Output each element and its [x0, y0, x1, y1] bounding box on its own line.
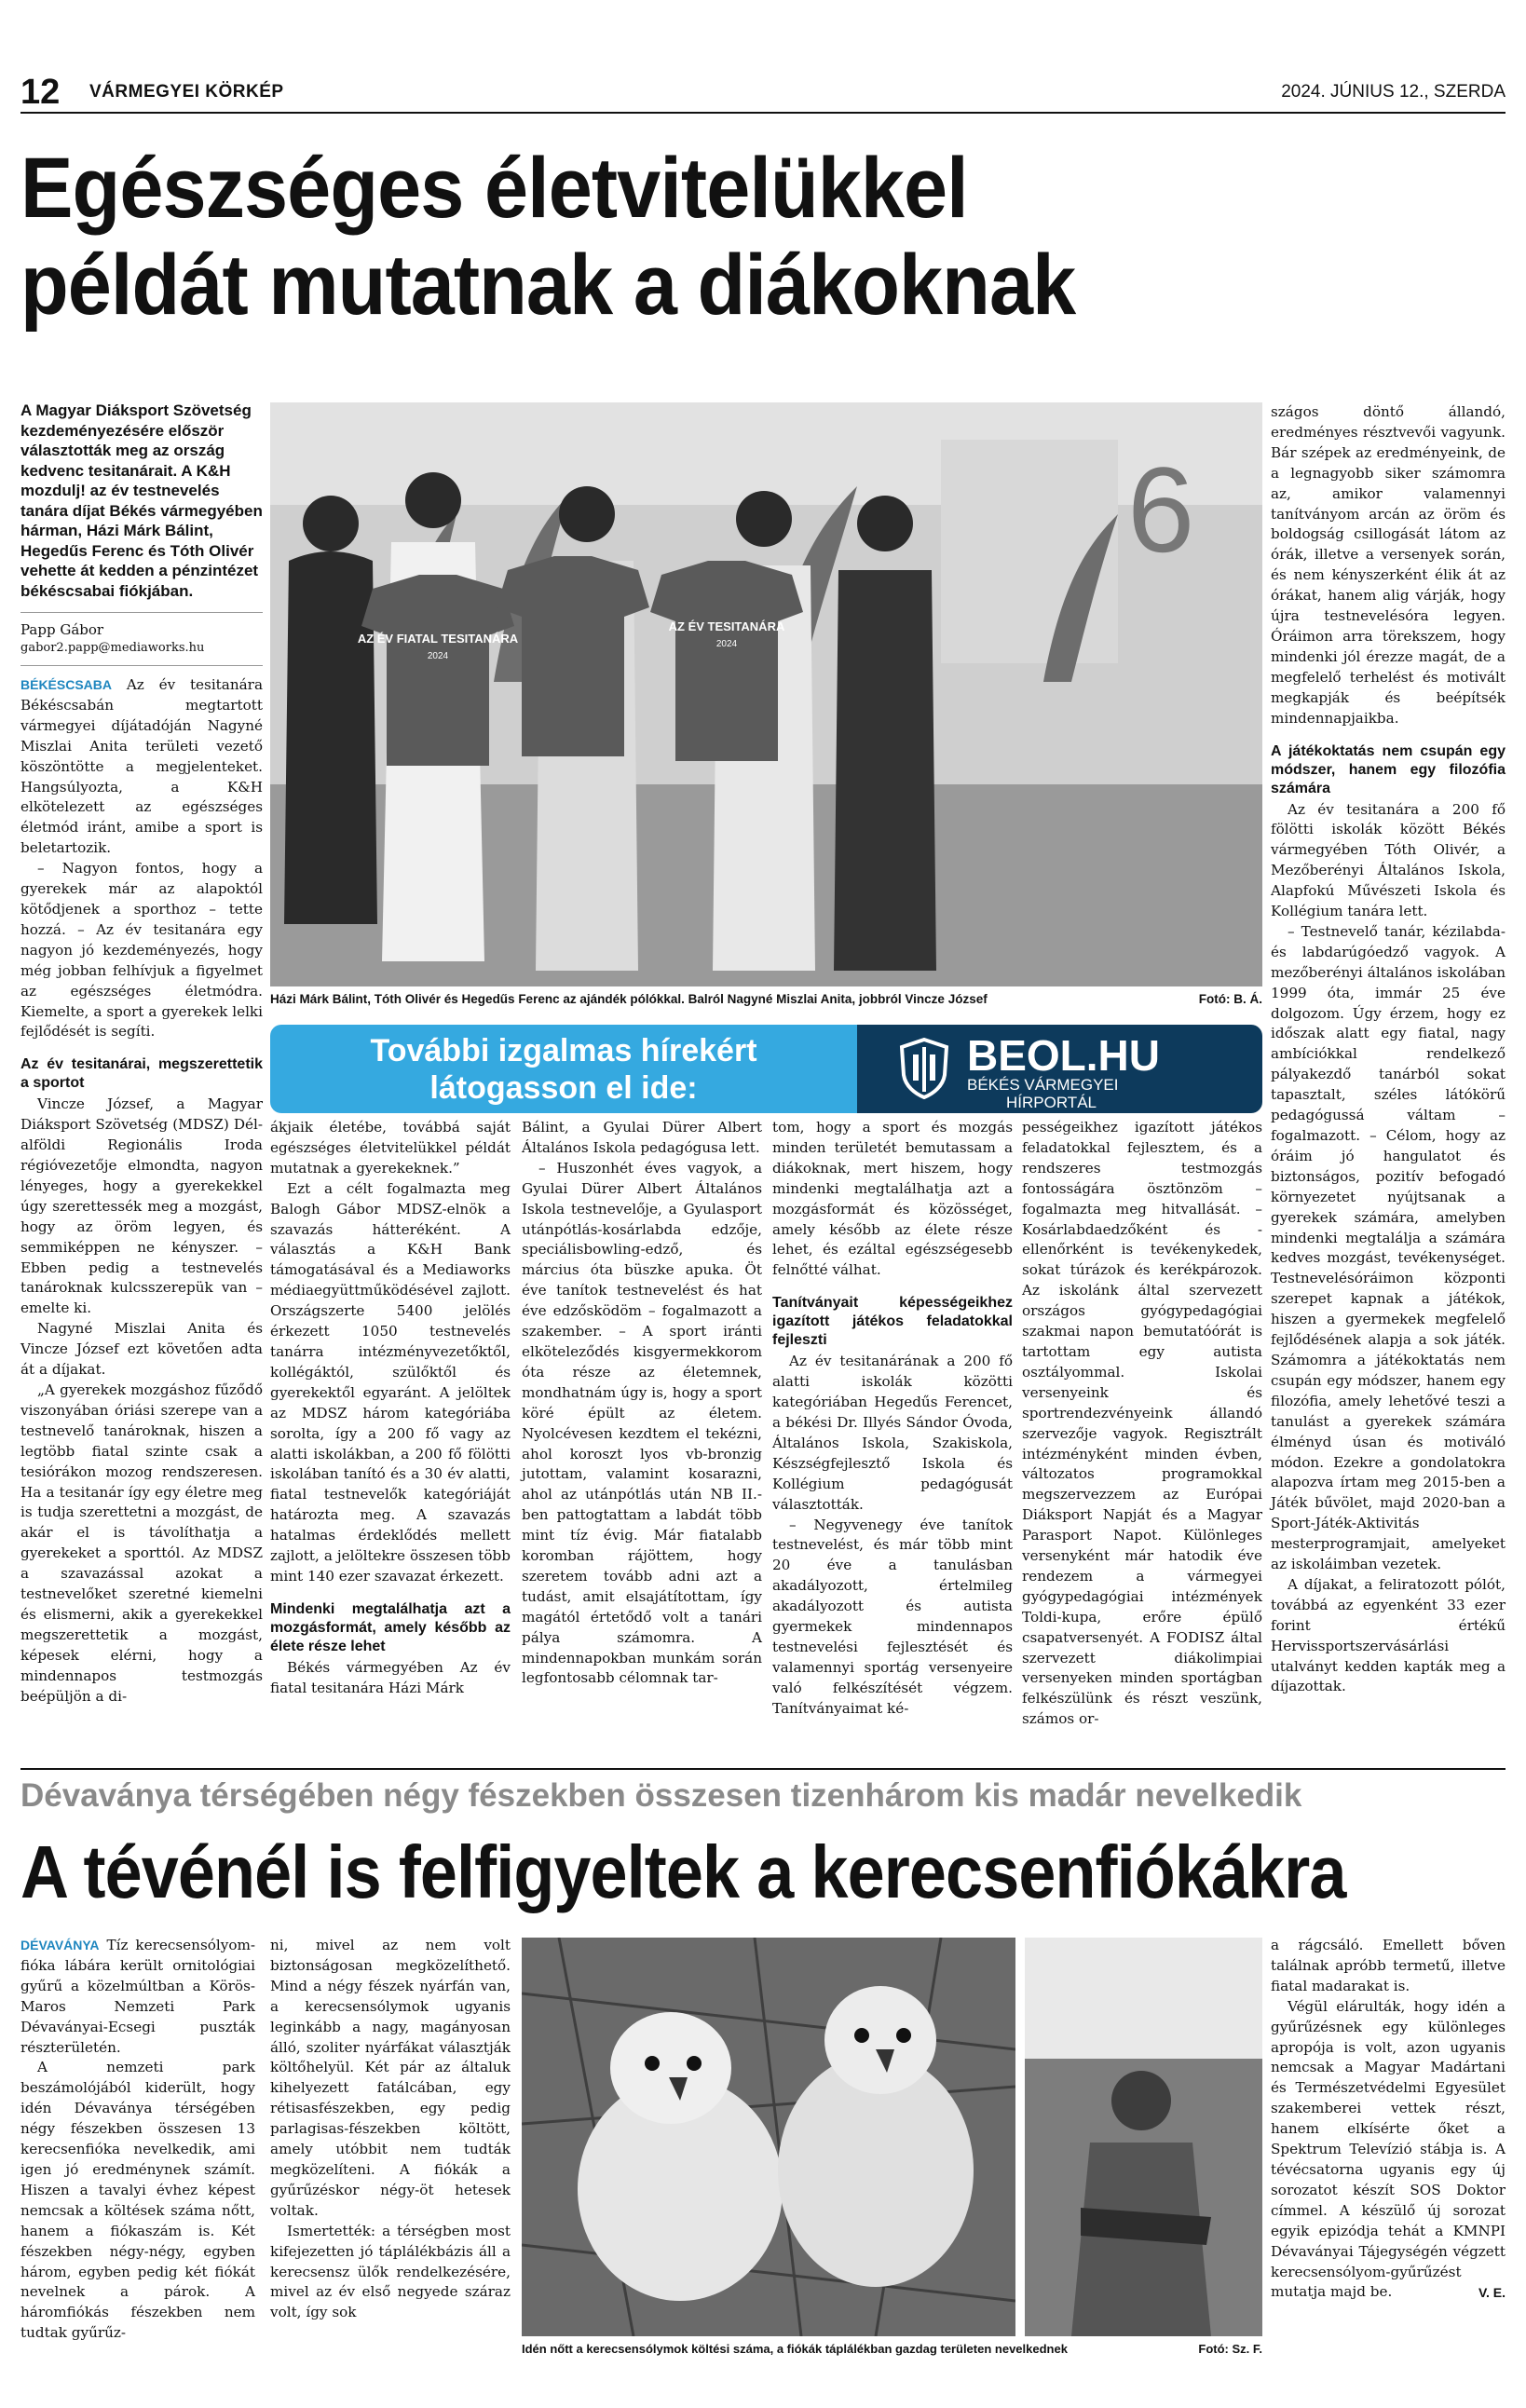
banner-left [270, 1025, 857, 1113]
subheading: Az év tesitanárai, megszerettetik a sportot [20, 1056, 263, 1092]
article2-author: V. E. [1478, 2285, 1506, 2301]
photo-credit: Fotó: Sz. F. [1198, 2342, 1262, 2356]
headline [20, 140, 1392, 333]
body-text: Nagyné Miszlai Anita és Vincze József ezt követően adta át a díjakat. [20, 1320, 263, 1379]
shirt-2-text: AZ ÉV TESITANÁRA [668, 619, 785, 633]
body-text: Ezt a célt fogalmazta meg Balogh Gábor MDSZ-elnök a szavazás hátteréként. A választás a K&H Bank támogatásával és a Mediaworks médiaegyüttműködésével zajlott. Országszerte 5400 jelölés érkezett 1050 testnevelés tanárra intézményvezetőktől, kollégáktól, szülőktől és gyerekektől egyaránt. A jelöltek az MDSZ három kategóriába sorolta, így a 200 fő vagy az alatti iskolákban, a 200 fő fölötti iskolában tanító és a 30 év alatti, fiatal testnevelők kategóriáját határozta meg. A szavazás hatalmas érdeklődés mellett zajlott, a jelöltekre összesen több mint 140 ezer szavazat érkezett. [270, 1179, 511, 1585]
article2-column-3 [1271, 1936, 1506, 2304]
article2-headline: A tévénél is felfigyeltek a kerecsenfiókákra [20, 1830, 1346, 1913]
body-text: – Huszonhét éves vagyok, a Gyulai Dürer Albert Általános Iskola testnevelője, a Gyulasport utánpótlás-kosárlabda edzője, speciálisbowling-edző, és március óta büszke apuka. Öt éve tanítok testnevelést és hat éve edzősködöm – fogalmazott a szakember. – A sport iránti elköteleződés kisgyermekkorom óta része az életemnek, mondhatnám úgy is, hogy a sport köré épült az életem. Nyolcévesen kezdtem el tekézni, ahol koroszt lyos vb-bronzig jutottam, valamint kosarazni, ahol az utánpótlás után NB II.-ben pattogtattam a labdát több mint tíz évig. Már fiatalabb koromban rájöttem, hogy szeretem tovább adni azt a tudást, amit elsajátítottam, így magától értetődő volt a tanári pálya számomra. A mindennapokban munkám során legfontosabb célomnak tar- [522, 1159, 762, 1687]
body-text: – Testnevelő tanár, kézilabda- és labdarúgóedző vagyok. A mezőberényi általános iskolában 1999 óta, immár 25 éve dolgozom. Úgy érzem, hogy ez időszak alatt egy fiatal, nagy ambíciókkal rendelkező pályakezdő tanárból sokat tapasztalt, széles látókörű pedagógussá váltam – fogalmazott. – Célom, hogy az óráim jó hangulatot és biztonságos, pozitív befogadó környezetet nyújtsanak a gyerekek számára, amelyben mindenki megtalálja a számára kedves mozgást, tevékenységet. Testnevelésóráimon központi szerepet kapnak a játékok, hiszen a gyermekek megfelelő fejlődésének alapja a sok játék. Számomra a játékoktatás nem csupán egy módszer, hanem egy filozófia, amely lehetővé teszi a tanulást a gyerekek számára élményd úsan és motiváló módon. Ezekre a gondolatokra alapozva írtam meg 2015-ben a Játék bűvölet, majd 2020-ban a Sport-Játék-Aktivitás mesterprogramjait, amelyeket az iskoláimban vezetek. [1271, 922, 1506, 1573]
banner-right [857, 1025, 1262, 1113]
beol-banner[interactable] [270, 1025, 1262, 1113]
banner-brand-sub-2: HÍRPORTÁL [1006, 1094, 1097, 1111]
article1-column-3 [522, 1118, 762, 1689]
body-text: ákjaik életébe, továbbá saját egészséges életvitelükkel példát mutatnak a gyerekeknek.” [270, 1119, 511, 1177]
issue-date: 2024. JÚNIUS 12., SZERDA [1281, 82, 1506, 102]
body-text: Tíz kerecsensólyom-fióka lábára került ornitológiai gyűrű a közelmúltban a Körös-Maros Nemzeti Park Dévaványai-Ecsegi puszták részterületén. [20, 1937, 255, 2056]
author-name: Papp Gábor [20, 621, 104, 638]
body-text: „A gyerekek mozgáshoz fűződő viszonyában óriási szerepe van a testnevelő tanároknak, hiszen a legtöbb fiatal szinte csak a tesiórákon mozog rendszeresen. Ha a tesitanár így egy életre meg is tudja szerettetni a mozgást, de akár el is távolíthatja a gyerekeket a sporttól. Az MDSZ a szavazással azokat a testnevelőket szeretné kiemelni és elismerni, akik a gyerekekkel megszerettetik a mozgást, képesek elérni, hogy a mindennapos testmozgás beépüljön a di- [20, 1381, 263, 1705]
article1-left-column [20, 401, 263, 1707]
shield-icon [898, 1038, 950, 1099]
ornithologist-photo [1025, 1938, 1262, 2336]
article2-kicker: Dévaványa térségében négy fészekben összesen tizenhárom kis madár nevelkedik [20, 1777, 1302, 1814]
body-text: szágos döntő állandó, eredményes résztvevői vagyunk. Bár szépek az eredményeink, de a legnagyobb siker számomra az, amikor valamennyi tanítványom arcán az öröm és boldogság csillogását látom az órák, illetve a versenyek során, és nem kényszerként élik át az órákat, hanem alig várják, hogy újra testnevelésóra legyen. Óráimon arra törekszem, hogy mindenki jól érezze magát, de a megfelelő terhelést és motivált megkapják és beépítsék mindennapjaikba. [1271, 403, 1506, 727]
main-photo [270, 402, 1262, 986]
body-text: Vincze József, a Magyar Diáksport Szövetség (MDSZ) Dél-alföldi Regionális Iroda régióvezetője elmondta, nagyon lényeges, hogy a gyerekekkel úgy szerettessék meg a mozgást, hogy az öröm legyen, és semmiképpen ne kényszer. – Ebben pedig a testnevelés tanároknak kulcsszerepük van – emelte ki. [20, 1095, 263, 1317]
banner-line-2: látogasson el ide: [429, 1070, 698, 1106]
article2-column-1 [20, 1936, 255, 2344]
body-text: pességeikhez igazított játékos feladatokkal fejlesztem, és a rendszeres testmozgás fontosságára ösztönzöm – fogalmazta meg hitvallását. – Kosárlabdaedzőként és -ellenőrként is tevékenykedek, sokat túrázok és kerékpározok. Az iskolánk által szervezett országos gyógypedagógiai szakmai napon bemutatóórát is tartottam egy autista osztályommal. Iskolai versenyeink és sportrendezvényeink állandó szervezője vagyok. Regisztrált intézményként minden évben, változatos programokkal megszervezzem az Európai Diáksport Napját és a Magyar Parasport Napot. Különleges versenyként már hatodik éve rendezem a vármegyei gyógypedagógiai intézmények Toldi-kupa, erőre épülő csapatversenyét. A FODISZ által szervezett diákolimpiai versenyeken minden sportágban felkészülünk és részt veszünk, számos or- [1022, 1119, 1262, 1728]
falcon-chicks-illustration [522, 1938, 1015, 2336]
body-text: Ismertették: a térségben most kifejezetten jó táplálékbázis áll a kerecsensz ülők rendelkezésére, mivel az év első negyede száraz volt, így sok [270, 2222, 511, 2321]
article2-column-2 [270, 1936, 511, 2323]
subheading: Tanítványait képességeikhez igazított játékos feladatokkal fejleszti [772, 1295, 1013, 1349]
body-text: a rágcsáló. Emellett bőven találnak apróbb termetű, illetve fiatal madarakat is. [1271, 1937, 1506, 1994]
body-text: Az év tesitanárának a 200 fő alatti iskolák közötti kategóriában Hegedűs Ferencet, a békési Dr. Illyés Sándor Óvoda, Általános Iskola, Szakiskola, Készségfejlesztő Iskola és Kollégium pedagógusát választották. [772, 1353, 1013, 1513]
body-text: A nemzeti park beszámolójából kiderült, hogy idén Dévaványa térségében négy fészekben összesen 13 kerecsenfióka nevelkedik, ami igen jó eredménynek számít. Hiszen a tavalyi évhez képest nemcsak a költések száma nőtt, hanem a fiókaszám is. Két fészekben négy-négy, egyben három, egyben pedig két fiókát nevelnek a párok. A háromfiókás fészekben nem tudtak gyűrűz- [20, 2059, 255, 2342]
shirt-1-text: AZ ÉV FIATAL TESITANÁRA [357, 632, 519, 646]
svg-text:6: 6 [1127, 442, 1195, 578]
article1-column-4 [772, 1118, 1013, 1720]
body-text: Bálint, a Gyulai Dürer Albert Általános Iskola pedagógusa lett. [522, 1119, 762, 1156]
photo-credit: Fotó: B. Á. [1198, 992, 1262, 1006]
body-text: Békés vármegyében Az év fiatal tesitanára Házi Márk [270, 1658, 511, 1696]
author-rule [20, 612, 263, 613]
page-number: 12 [20, 73, 61, 112]
body-text: – Nagyon fontos, hogy a gyerekek már az alapoktól kötődjenek a sporthoz – tette hozzá. – Az év tesitanára egy nagyon jó kezdeményezés, hogy még jobban felhívjuk a figyelmet az egészséges életmódra. Kiemelte, a sport a gyerekek lelki fejlődését is segíti. [20, 860, 263, 1041]
body-text: – Negyvenegy éve tanítok testnevelést, és már több mint 20 éve a tanulásban akadályozott, értelmileg akadályozott és autista gyermekek mindennapos testnevelési fejlesztését és valamennyi sportág versenyeire való felkészítését végzem. Tanítványaimat ké- [772, 1516, 1013, 1717]
article1-column-6 [1271, 402, 1506, 1697]
article1-column-5 [1022, 1118, 1262, 1730]
body-text: Az év tesitanára Békéscsabán megtartott vármegyei díjátadóján Nagyné Miszlai Anita területi vezető köszöntötte a megjelenteket. Hangsúlyozta, a K&H elkötelezett az egészséges életmód iránt, amibe a sport is beletartozik. [20, 676, 263, 857]
ornithologist-illustration [1025, 1938, 1262, 2336]
body-text: Végül elárulták, hogy idén a gyűrűzésnek egy különleges apropója is volt, azon ugyanis nemcsak a Magyar Madártani és Természetvédelmi Egyesület szakemberei vettek részt, hanem elkísérte őket a Spektrum Televízió stábja is. A tévécsatorna ugyanis egy új sorozatot készít SOS Doktor címmel. A készülő új sorozat egyik epizódja tehát a KMNPI Dévaványai Tájegységén végzett kerecsensólyom-gyűrűzést mutatja majd be. [1271, 1997, 1506, 2301]
body-text: Az év tesitanára a 200 fő fölötti iskolák között Békés vármegyében Tóth Olivér, a Mezőberényi Általános Iskola, Alapfokú Művészeti Iskola és Kollégium tanára lett. [1271, 800, 1506, 920]
banner-brand: BEOL.HU [967, 1031, 1160, 1080]
shirt-2-year: 2024 [715, 639, 738, 649]
author-email: gabor2.papp@mediaworks.hu [20, 641, 205, 655]
headline-line-2: példát mutatnak a diákoknak [20, 238, 1076, 333]
article-divider [20, 1768, 1506, 1770]
shirt-1-year: 2024 [427, 651, 449, 661]
banner-line-1: További izgalmas hírekért [370, 1033, 757, 1068]
dateline: BÉKÉSCSABA [20, 677, 113, 692]
main-photo-illustration [270, 402, 1262, 986]
caption-text: Házi Márk Bálint, Tóth Olivér és Hegedűs Ferenc az ajándék pólókkal. Balról Nagyné Miszlai Anita, jobbról Vincze József [270, 992, 988, 1006]
header-rule [20, 112, 1506, 114]
body-text: tom, hogy a sport és mozgás minden területét bemutassam a diákoknak, mert hiszem, hogy mindenki megtalálhatja azt a mozgásformát és közösséget, amely később az élete része lehet, és ezáltal egészségesebb felnőtté válhat. [772, 1119, 1013, 1279]
subheading: Mindenki megtalálhatja azt a mozgásformát, amely később az élete része lehet [270, 1600, 511, 1654]
main-photo-caption [270, 991, 1262, 1008]
author-rule-bottom [20, 665, 263, 666]
body-text: A díjakat, a feliratozott pólót, továbbá az egyenként 33 ezer forint értékű Hervissportszervásárlási utalványt kedden kapták meg a díjazottak. [1271, 1575, 1506, 1695]
falcon-chicks-photo [522, 1938, 1015, 2336]
subheading: A játékoktatás nem csupán egy módszer, hanem egy filozófia számára [1271, 742, 1506, 796]
dateline: DÉVAVÁNYA [20, 1938, 100, 1952]
article1-column-2 [270, 1118, 511, 1699]
section-name: VÁRMEGYEI KÖRKÉP [89, 82, 284, 102]
lead-paragraph: A Magyar Diáksport Szövetség kezdeményezésére először választották meg az ország kedvenc tesitanárait. A K&H mozdulj! az év testnevelés tanára díjat Békés vármegyében hárman, Házi Márk Bálint, Hegedűs Ferenc és Tóth Olivér vehette át kedden a pénzintézet békéscsabai fiókjában. [20, 401, 263, 600]
caption-text: Idén nőtt a kerecsensólymok költési száma, a fiókák táplálékban gazdag területen nevelkednek [522, 2342, 1068, 2356]
banner-brand-sub-1: BÉKÉS VÁRMEGYEI [967, 1076, 1119, 1094]
headline-line-1: Egészséges életvitelükkel [20, 141, 968, 236]
body-text: ni, mivel az nem volt biztonságosan megközelíthető. Mind a négy fészek nyárfán van, a kerecsensólymok ugyanis leginkább a nagy, magányosan álló, szoliter nyárfákat választják költőhelyül. Két pár az általuk kihelyezett fatálcában, egy rétisasfészekben, egy pedig parlagisas-fészekben költött, amely utóbbit nem tudták megközelíteni. A fiókák a gyűrűzéskor négy-öt hetesek voltak. [270, 1937, 511, 2219]
falcon-photo-caption [522, 2341, 1262, 2358]
